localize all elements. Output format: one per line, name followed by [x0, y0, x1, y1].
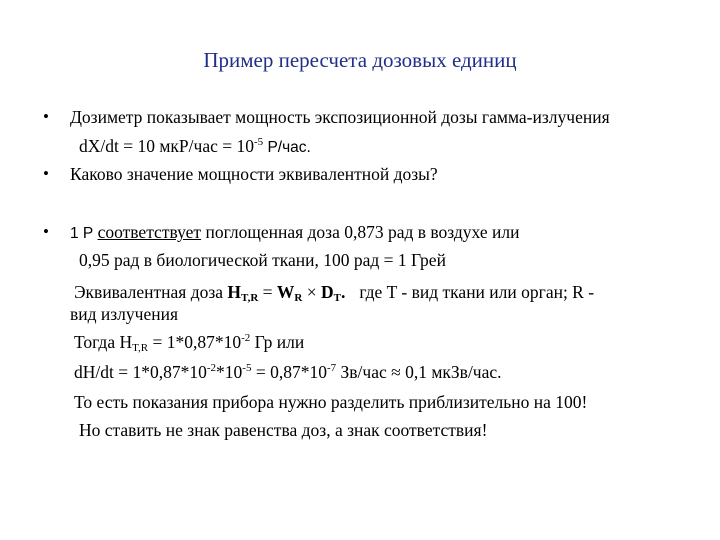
roentgen-suffix: поглощенная доза 0,873 рад в воздухе или [201, 222, 520, 242]
roentgen-prefix: 1 Р [70, 225, 98, 242]
slide-title: Пример пересчета дозовых единиц [203, 48, 517, 72]
then-exponent: -2 [241, 332, 251, 344]
text-line-divide: То есть показания прибора нужно разделить приблизительно на 100! [74, 392, 588, 412]
dose-rate-exp3: -7 [326, 362, 337, 374]
eq-dose-equals: = [258, 282, 277, 302]
bullet-2: • [43, 164, 49, 183]
eq-dose-W: W [276, 282, 295, 302]
text-line-radiation-type: вид излучения [70, 304, 179, 324]
text-line-then [74, 331, 304, 353]
dose-rate-c: = 0,87*10 [251, 362, 327, 382]
dose-rate-exp1: -2 [206, 362, 217, 374]
bullet-1: • [43, 107, 49, 126]
dose-rate-a: dH/dt = 1*0,87*10 [74, 362, 207, 382]
eq-dose-W-sub: R [294, 292, 303, 304]
dose-rate-exp2: -5 [242, 362, 252, 374]
text-line-rad: 0,95 рад в биологической ткани, 100 рад = 1 Грей [79, 250, 446, 270]
exposure-rate-exponent: -5 [253, 136, 264, 148]
exposure-rate-unit: Р/час. [263, 139, 311, 156]
eq-dose-dot: . [340, 282, 346, 302]
eq-dose-D: D [320, 282, 334, 302]
then-H-sub: T,R [132, 342, 149, 354]
then-text: Тогда H [74, 332, 133, 352]
eq-dose-H: H [227, 282, 242, 302]
eq-dose-label: Эквивалентная доза [74, 282, 228, 302]
eq-dose-times: × [302, 282, 321, 302]
text-line-roentgen [70, 221, 519, 245]
exposure-rate-text: dX/dt = 10 мкР/час = 10 [79, 136, 254, 156]
eq-dose-H-sub: T,R [241, 292, 259, 304]
text-line-question: Каково значение мощности эквивалентной дозы? [70, 164, 438, 184]
dose-rate-b: *10 [216, 362, 243, 382]
text-line-exposure-rate [79, 135, 311, 159]
text-line-dosimeter: Дозиметр показывает мощность экспозиционной дозы гамма-излучения [70, 107, 610, 127]
dose-rate-d: Зв/час ≈ 0,1 мкЗв/час. [336, 362, 502, 382]
text-line-dose-rate [74, 361, 502, 383]
bullet-3: • [43, 222, 49, 241]
text-line-equivalent-dose [74, 281, 594, 303]
corresponds-underlined: соответствует [97, 222, 202, 242]
then-unit: Гр или [250, 332, 305, 352]
eq-dose-where: где T - вид ткани или орган; R - [359, 282, 595, 302]
text-line-sign: Но ставить не знак равенства доз, а знак соответствия! [79, 420, 488, 440]
then-mid: = 1*0,87*10 [148, 332, 242, 352]
eq-dose-D-sub: T [333, 292, 341, 304]
